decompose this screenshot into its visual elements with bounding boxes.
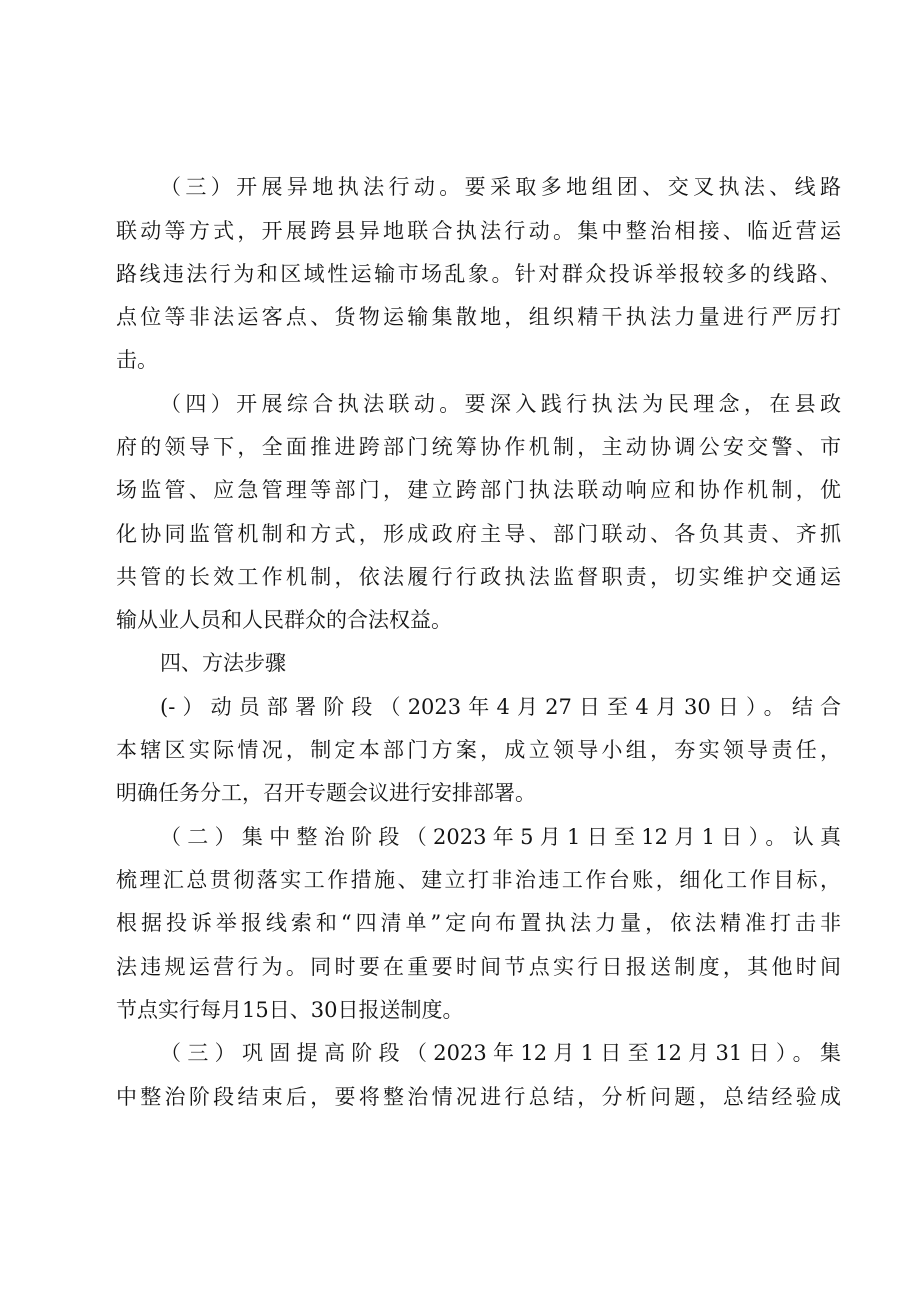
stage-2-line-3: 根据投诉举报线索和“四清单”定向布置执法力量，依法精准打击非 [116, 911, 841, 935]
paragraph-3-line-2: 联动等方式，开展跨县异地联合执法行动。集中整治相接、临近营运 [116, 219, 841, 243]
paragraph-4-line-4: 化协同监管机制和方式，形成政府主导、部门联动、各负其责、齐抓 [116, 522, 841, 546]
paragraph-4-line-1: （四）开展综合执法联动。要深入践行执法为民理念，在县政 [160, 392, 841, 416]
paragraph-4-line-3: 场监管、应急管理等部门，建立跨部门执法联动响应和协作机制，优 [116, 478, 841, 502]
paragraph-4-line-2: 府的领导下，全面推进跨部门统筹协作机制，主动协调公安交警、市 [116, 435, 841, 459]
paragraph-4-line-6: 输从业人员和人民群众的合法权益。 [116, 608, 452, 632]
paragraph-3-line-1: （三）开展异地执法行动。要采取多地组团、交叉执法、线路 [160, 175, 841, 199]
stage-3-line-1: （三）巩固提高阶段（2023年12月1日至12月31日）。集 [160, 1041, 841, 1065]
stage-2-line-1: （二）集中整治阶段（2023年5月1日至12月1日）。认真 [160, 825, 841, 849]
stage-2-line-5: 节点实行每月15日、30日报送制度。 [116, 998, 464, 1022]
paragraph-3-line-4: 点位等非法运客点、货物运输集散地，组织精干执法力量进行严厉打 [116, 305, 841, 329]
stage-2-line-2: 梳理汇总贯彻落实工作措施、建立打非治违工作台账，细化工作目标， [116, 868, 841, 892]
stage-1-line-1: (-）动员部署阶段（2023年4月27日至4月30日）。结合 [160, 695, 841, 719]
paragraph-3-line-5: 击。 [116, 348, 158, 372]
paragraph-4-line-5: 共管的长效工作机制，依法履行行政执法监督职责，切实维护交通运 [116, 565, 841, 589]
stage-2-line-4: 法违规运营行为。同时要在重要时间节点实行日报送制度，其他时间 [116, 955, 841, 979]
paragraph-3-line-3: 路线违法行为和区域性运输市场乱象。针对群众投诉举报较多的线路、 [116, 262, 841, 286]
stage-1-line-2: 本辖区实际情况，制定本部门方案，成立领导小组，夯实领导责任， [116, 738, 841, 762]
stage-3-line-2: 中整治阶段结束后，要将整治情况进行总结，分析问题，总结经验成 [116, 1085, 841, 1109]
stage-1-line-3: 明确任务分工，召开专题会议进行安排部署。 [116, 781, 536, 805]
section-heading-methods: 四、方法步骤 [160, 651, 286, 675]
